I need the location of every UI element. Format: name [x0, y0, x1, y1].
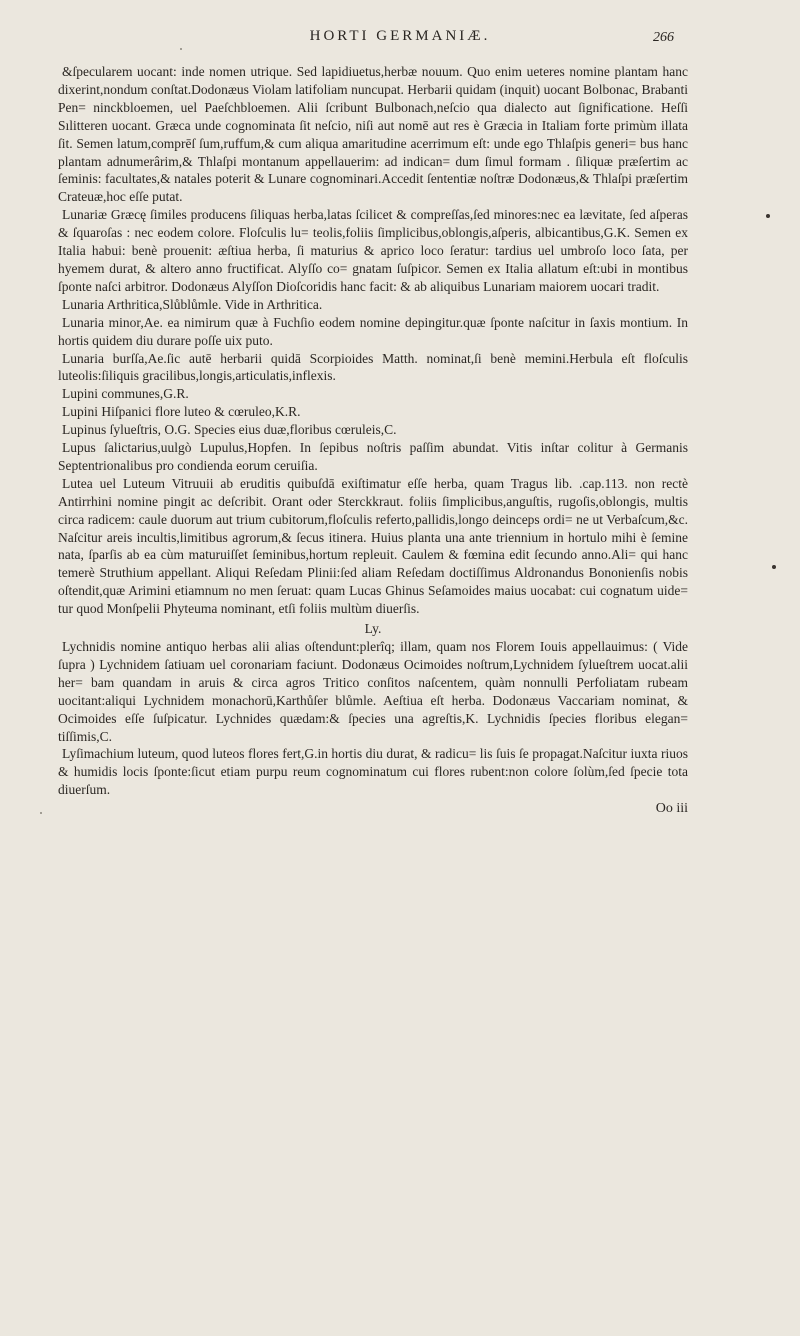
paragraph-lunaria-bursa: Lunaria burſſa,Ae.ſic autē herbarii quidā Scorpioides Matth. nominat,ſi benè memini.Herbula eſt floſculis luteolis:ſiliquis gracilibus,longis,articulatis,inflexis.	[58, 350, 688, 384]
margin-dot	[772, 565, 776, 569]
page-header	[0, 20, 800, 56]
paragraph-lupus-salictarius: Lupus ſalictarius,uulgò Lupulus,Hopfen. In ſepibus noſtris paſſim abundat. Vitis inſtar colitur à Germanis Septentrionalibus pro condienda eorum ceruiſia.	[58, 440, 688, 473]
paragraph-lunaria-arthritica: Lunaria Arthritica,Slůblůmle. Vide in Arthritica.	[62, 296, 323, 312]
signature-mark: Oo iii	[655, 801, 688, 817]
paragraph-lysimachium: Lyſimachium luteum, quod luteos flores fert,G.in hortis diu durat, & radicu= lis ſuis ſe propagat.Naſcitur iuxta riuos & humidis locis ſponte:ſicut etiam purpu reum cognominatum cui flores rubent:non colore ſolùm,ſed ſpecie tota diuerſum.	[58, 746, 688, 798]
section-heading-ly: Ly.	[364, 621, 382, 637]
paragraph-lunaria-violaceum: &ſpecularem uocant: inde nomen utrique. Sed lapidiuetus,herbæ nouum. Quo enim ueteres nomine plantam hanc dixerint,nondum conſtat.Dodonæus Violam latifoliam nuncupat. Herbarii quidam (inquit) uocant Bolbonac, Brabanti Pen= ninckbloemen, uel Paeſchbloemen. Alii ſcribunt Bulbonach,neſcio qua dialecto aut ſignificatione. Heſſi Sılitteren uocant. Græca unde cognominata ſit neſcio, niſi aut nomē aut res è Græcia in Italiam forte primùm illata ſit. Semen latum,comprēſ ſum,ruffum,& cum aliqua amaritudine acerrimum eſt: unde ego Thlaſpis generi= bus hanc plantam adnumerârim,& Thlaſpi montanum appellauerim: ad indican= dum ſimul formam . ſiliquæ præſertim ac ſeminis: facultates,& natales poterit & Lunare cognominari.Accedit ſententiæ noſtræ Dodonæus,& Thlaſpi præſertim Crateuæ,hoc eſſe putat.	[58, 64, 688, 205]
running-head: HORTI GERMANIÆ.	[309, 28, 491, 44]
paragraph-lupini-hispanici: Lupini Hiſpanici flore luteo & cœruleo,K.R.	[62, 404, 301, 420]
paragraph-lupini-communes: Lupini communes,G.R.	[62, 386, 189, 402]
paragraph-lychnidis: Lychnidis nomine antiquo herbas alii alias oſtendunt:plerîq; illam, quam nos Florem Iouis appellauimus: ( Vide ſupra ) Lychnidem ſatiuam uel coronariam faciunt. Dodonæus Ocimoides noſtrum,Lychnidem ſylueſtrem uocat.alii her= bam quandam in aruis & circa agros Tritico conſitos naſcentem, quàm nonnulli Perfoliatam rubeam uocitant:aliqui Lychnidem monachorū,Karthůſer blůmle. Aeſtiua eſt herba. Dodonæus Vaccariam nominat, & Ocimoides eſſe ſuſpicatur. Lychnides quædam:& ſpecies una agreſtis,K. Lychnidis ſpecies floribus elegan= tiſſimis,C.	[58, 639, 688, 744]
body-text	[58, 63, 688, 799]
margin-dot	[766, 214, 770, 218]
paragraph-lupinus-sylvestris: Lupinus ſylueſtris, O.G. Species eius duæ,floribus cœruleis,C.	[62, 422, 397, 438]
page-number: 266	[653, 30, 674, 45]
paragraph-lunaria-minor: Lunaria minor,Ae. ea nimirum quæ à Fuchſio eodem nomine depingitur.quæ ſponte naſcitur in ſaxis montium. In hortis quidem diu durare poſſe uix puto.	[58, 314, 688, 348]
paragraph-lutea: Lutea uel Luteum Vitruuii ab eruditis quibuſdā exiſtimatur eſſe herba, quam Tragus lib. .cap.113. non rectè Antirrhini nomine pingit ac deſcribit. Orant oder Sterckkraut. foliis ſimplicibus,anguſtis, rugoſis,oblongis, multis circa radicem: caule duorum aut trium cubitorum,floſculis referto,pallidis,longo deinceps ordi= ne ut Verbaſcum,&c. Naſcitur areis incultis,limitibus agrorum,& ſecus itinera. Huius planta una ante triennium in hortulo mihi è ſemine nata, ſparſis ab ea cùm maturuiſſet ſeminibus,hortum repleuit. Caulem & fœmina edit ſecundo anno.Ali= qui hanc temerè Struthium appellant. Aliqui Reſedam Plinii:ſed aliam Reſedam doctiſſimus Aldronandus Bononienſis nobis oſtendit,quæ Arimini etiamnum no men ſeruat: quam Lucas Ghinus Seſamoides maius uocabat: cui cognatum uide= tur quod Monſpelii Phyteuma nominant, etſi foliis multùm diuerſis.	[58, 475, 688, 617]
paragraph-lunariae-graecae: Lunariæ Græcę ſimiles producens ſiliquas herba,latas ſcilicet & compreſſas,ſed minores:nec ea lævitate, ſed aſperas & ſquaroſas : nec eodem colore. Floſculis lu= teolis,foliis ſimplicibus,oblongis,aſperis, albicantibus,G.K. Semen ex Italia habui: benè prouenit: æſtiua herba, ſi maturius & aprico loco ſeratur: tardius uel umbroſo loco ſata, per hyemem durat, & altero anno fructificat. Alyſſo co= gnatam ſuſpicor. Semen ex Italia allatum eſt:ubi in montibus ſponte naſci arbitror. Dodonæus Alyſſon Dioſcoridis hanc facit: & ab aliquibus Lunariam maiorem uocari tradit.	[58, 207, 688, 294]
paper-speck	[180, 48, 182, 50]
paper-speck	[40, 812, 42, 814]
